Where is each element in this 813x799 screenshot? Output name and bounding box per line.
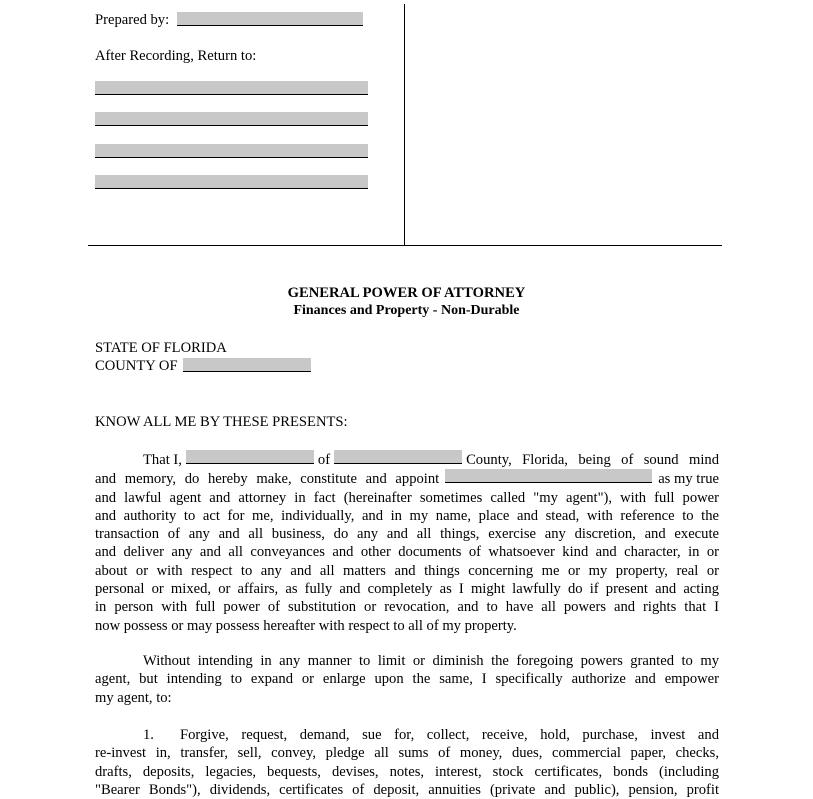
paragraph-line: drafts, deposits, legacies, bequests, devises, notes, interest, stock certificates, bonds (including	[95, 763, 719, 780]
item-number: 1.	[143, 727, 154, 743]
paragraph-line: 1. Forgive, request, demand, sue for, collect, receive, hold, purchase, invest and	[143, 727, 719, 743]
paragraph-line: agent, but intending to expand or enlarge upon the same, I specifically authorize and empower	[95, 671, 719, 688]
appoint-text: and memory, do hereby make, constitute and appoint	[95, 471, 440, 488]
paragraph-line	[95, 450, 719, 469]
that-i-text: That I,	[143, 452, 182, 468]
paragraph-line: and deliver any and all conveyances and other documents of whatsoever kind and character, in or	[95, 544, 719, 561]
return-to-field-4[interactable]	[95, 175, 368, 189]
state-line: STATE OF FLORIDA	[95, 340, 227, 356]
prepared-by-field[interactable]	[177, 12, 363, 26]
paragraph-line: in person with full power of substitution or revocation, and to have all powers and rights that I	[95, 599, 719, 616]
paragraph-appointment	[95, 450, 719, 635]
return-to-field-2[interactable]	[95, 112, 368, 126]
paragraph-line: re-invest in, transfer, sell, convey, pledge all sums of money, dues, commercial paper, checks,	[95, 745, 719, 762]
paragraph-authorization	[95, 652, 719, 707]
paragraph-line	[95, 469, 719, 488]
county-line	[95, 358, 311, 375]
list-item	[95, 726, 719, 799]
paragraph-line: about or with respect to any and all matters and things concerning me or my property, real or	[95, 562, 719, 579]
document-subtitle: Finances and Property - Non-Durable	[293, 303, 520, 318]
header-rule	[88, 245, 722, 246]
principal-county-field[interactable]	[334, 450, 462, 464]
agent-name-field[interactable]	[445, 469, 652, 483]
return-to-field-1[interactable]	[95, 81, 368, 95]
of-text: of	[317, 452, 331, 468]
paragraph-line: my agent, to:	[95, 689, 172, 706]
principal-name-field[interactable]	[186, 450, 314, 464]
paragraph-line: "Bearer Bonds"), dividends, certificates of deposit, annuities (private and public), pension, profit	[95, 781, 719, 798]
document-title: GENERAL POWER OF ATTORNEY	[287, 285, 526, 301]
paragraph-line: transaction of any and all business, do any and all things, exercise any discretion, and execute	[95, 526, 719, 543]
prepared-by-row	[95, 12, 363, 29]
return-to-label: After Recording, Return to:	[95, 48, 257, 64]
paragraph-line: personal or mixed, or affairs, as fully and completely as I might lawfully do if present and acting	[95, 581, 719, 598]
paragraph-line: and lawful agent and attorney in fact (hereinafter sometimes called "my agent"), with full power	[95, 489, 719, 506]
paragraph-line: and authority to act for me, individually, and in my name, place and stead, with reference to the	[95, 507, 719, 524]
true-text: as my true	[658, 471, 719, 488]
recording-area-divider	[404, 4, 405, 246]
prepared-by-label: Prepared by:	[95, 12, 170, 28]
paragraph-line: now possess or may possess hereafter with respect to all of my property.	[95, 617, 517, 634]
know-all-heading: KNOW ALL ME BY THESE PRESENTS:	[95, 414, 348, 430]
paragraph-line: Without intending in any manner to limit or diminish the foregoing powers granted to my	[143, 653, 719, 669]
county-label: COUNTY OF	[95, 358, 178, 374]
county-field[interactable]	[183, 358, 311, 372]
return-to-field-3[interactable]	[95, 144, 368, 158]
county-florida-text: County, Florida, being of sound mind	[466, 452, 719, 468]
